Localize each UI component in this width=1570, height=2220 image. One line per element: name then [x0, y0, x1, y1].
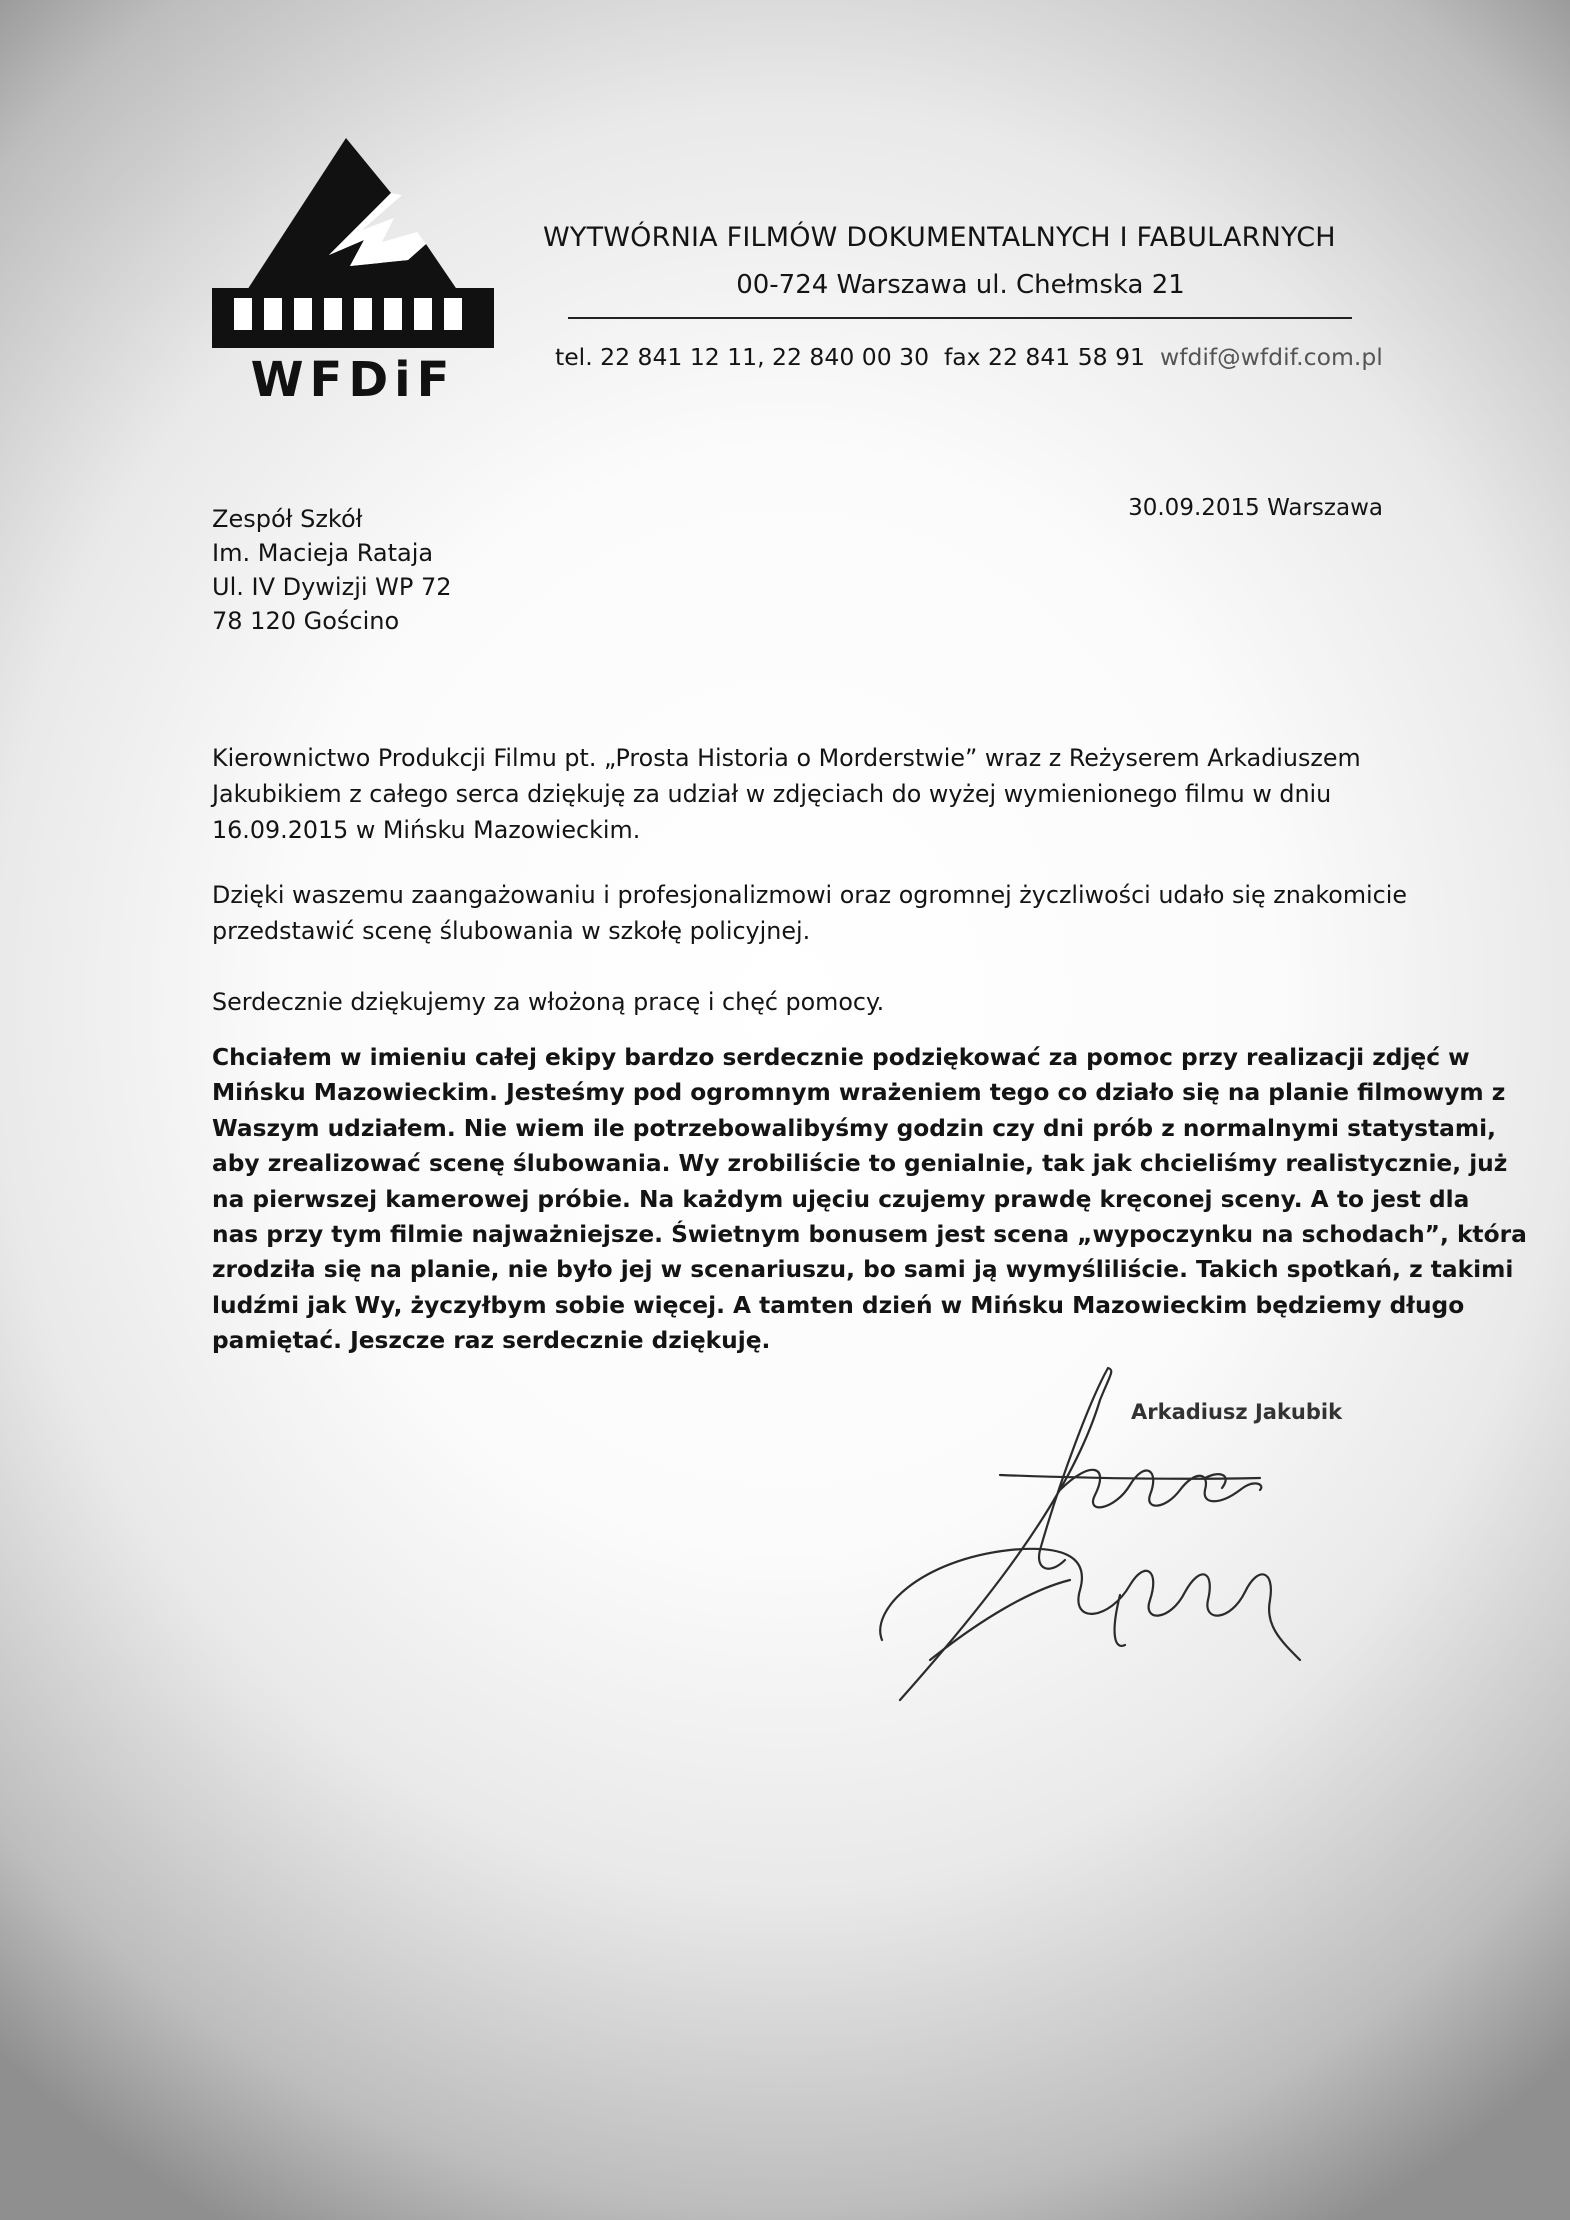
text-line: aby zrealizować scenę ślubowania. Wy zrobiliście to genialnie, tak jak chcieliśmy realistycznie, już	[212, 1150, 1508, 1178]
logo-text: WFDiF	[250, 352, 456, 400]
text-line: Jakubikiem z całego serca dziękuję za udział w zdjęciach do wyżej wymienionego filmu w dniu	[212, 780, 1332, 808]
recipient-line: Ul. IV Dywizji WP 72	[212, 573, 452, 601]
company-fax: fax 22 841 58 91	[943, 343, 1146, 371]
text-line: Chciałem w imieniu całej ekipy bardzo serdecznie podziękować za pomoc przy realizacji zdjęć w	[212, 1044, 1470, 1071]
text-line: Kierownictwo Produkcji Filmu pt. „Prosta Historia o Morderstwie” wraz z Reżyserem Arkadiuszem	[212, 744, 1361, 772]
text-line: Mińsku Mazowieckim. Jesteśmy pod ogromnym wrażeniem tego co działo się na planie filmowym z	[212, 1079, 1506, 1107]
text-line: ludźmi jak Wy, życzyłbym sobie więcej. A tamten dzień w Mińsku Mazowieckim będziemy długo	[212, 1291, 1465, 1319]
signer-name: Arkadiusz Jakubik	[1131, 1400, 1343, 1424]
recipient-line: Zespół Szkół	[212, 505, 363, 533]
company-email: wfdif@wfdif.com.pl	[1159, 343, 1383, 371]
text-line: na pierwszej kamerowej próbie. Na każdym ujęciu czujemy prawdę kręconej sceny. A to jest dla	[212, 1185, 1470, 1213]
paragraph-director-message	[212, 1040, 1527, 1359]
text-line: Serdecznie dziękujemy za włożoną pracę i chęć pomocy.	[212, 988, 885, 1016]
paragraph-thanks	[212, 877, 1407, 949]
recipient-line: 78 120 Gościno	[212, 607, 400, 635]
company-name: WYTWÓRNIA FILMÓW DOKUMENTALNYCH I FABULARNYCH	[543, 222, 1336, 253]
paragraph-gratitude	[212, 984, 1387, 1020]
recipient-line: Im. Macieja Rataja	[212, 539, 434, 567]
company-phones: tel. 22 841 12 11, 22 840 00 30	[555, 343, 930, 371]
text-line: zrodziła się na planie, nie było jej w scenariuszu, bo sami ją wymyśliliście. Takich spotkań, z takimi	[212, 1256, 1514, 1284]
date-place: 30.09.2015 Warszawa	[1128, 495, 1383, 521]
text-line: pamiętać. Jeszcze raz serdecznie dziękuję.	[212, 1327, 771, 1355]
company-address: 00-724 Warszawa ul. Chełmska 21	[736, 270, 1185, 300]
film-mountain-logo-icon	[212, 138, 494, 400]
letterhead-divider	[568, 317, 1352, 319]
text-line: przedstawić scenę ślubowania w szkołę policyjnej.	[212, 917, 811, 945]
handwritten-signature	[860, 1360, 1420, 1720]
text-line: Dzięki waszemu zaangażowaniu i profesjonalizmowi oraz ogromnej życzliwości udało się znakomicie	[212, 881, 1407, 909]
recipient-address	[212, 502, 452, 638]
wfdif-logo	[212, 138, 494, 400]
company-contact	[555, 343, 1383, 371]
text-line: nas przy tym filmie najważniejsze. Świetnym bonusem jest scena „wypoczynku na schodach”, która	[212, 1221, 1527, 1249]
text-line: Waszym udziałem. Nie wiem ile potrzebowalibyśmy godzin czy dni prób z normalnymi statystami,	[212, 1114, 1496, 1142]
paragraph-intro	[212, 740, 1387, 848]
text-line: 16.09.2015 w Mińsku Mazowieckim.	[212, 816, 641, 844]
